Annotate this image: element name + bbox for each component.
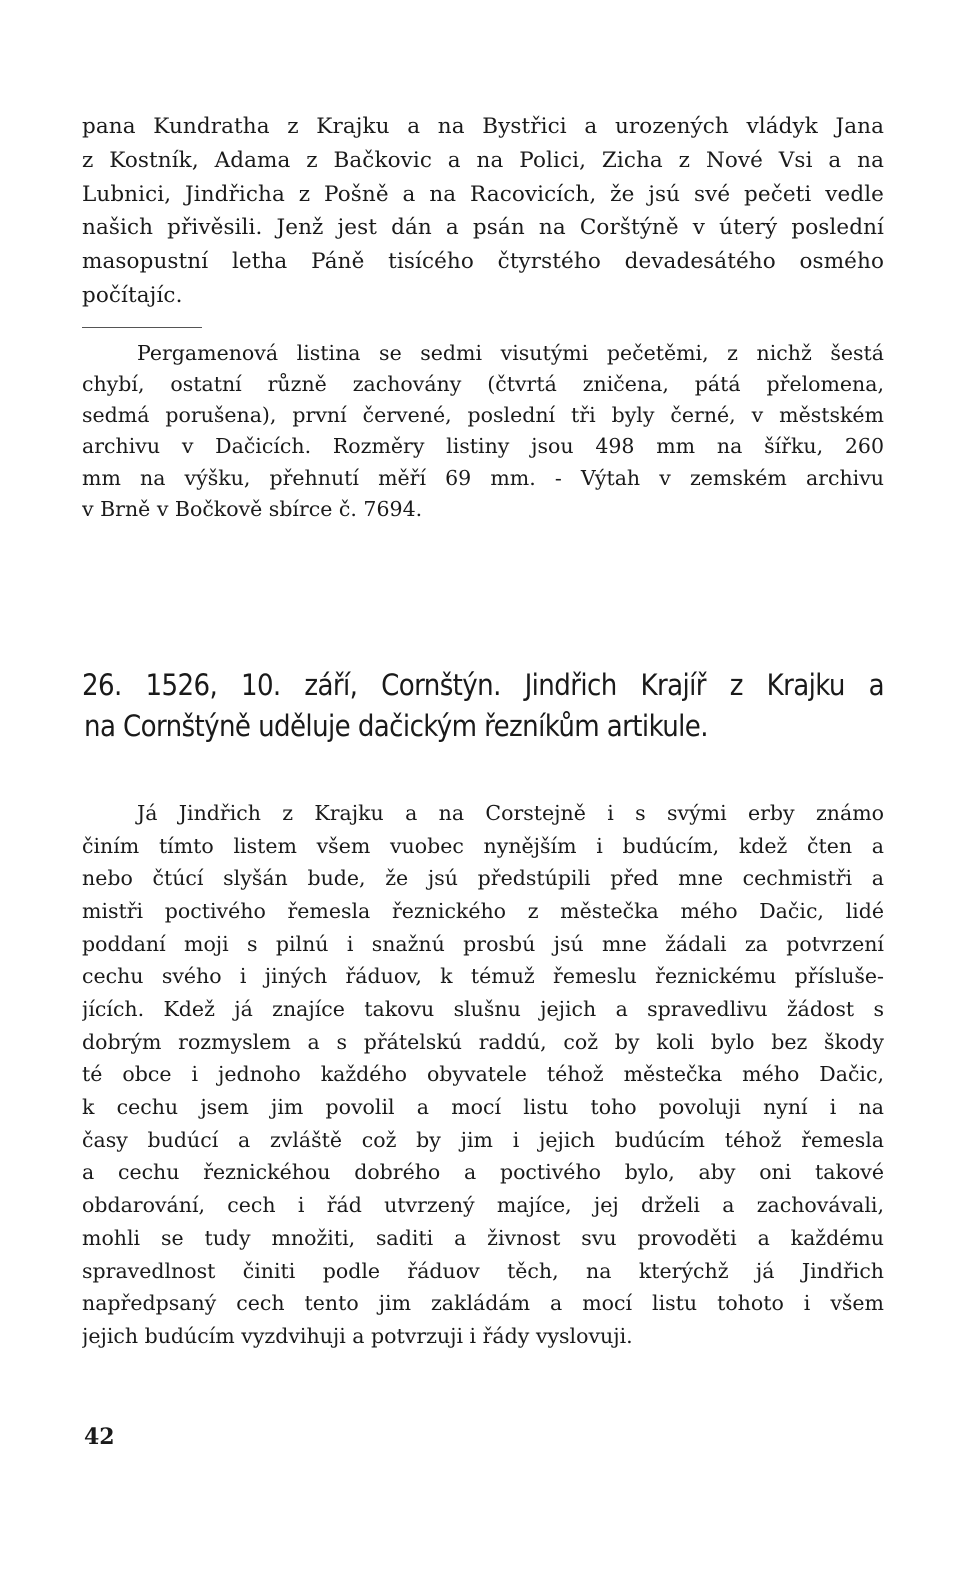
text-line: časy budúcí a zvláště což by jim i jejich budúcím téhož řemesla (82, 1127, 884, 1152)
text-line: obdarování, cech i řád utvrzený majíce, jej drželi a zachovávali, (82, 1193, 884, 1218)
charter-text (82, 797, 884, 1353)
text-line: našich přivěsili. Jenž jest dán a psán na Corštýně v úterý poslední (82, 215, 884, 241)
heading-line: na Cornštýně uděluje dačickým řezníkům artikule. (84, 708, 708, 743)
text-line: jících. Kdež já znajíce takovu slušnu jejich a spravedlivu žádost s (82, 997, 884, 1022)
text-line: spravedlnost činiti podle řáduov těch, na kterýchž já Jindřich (82, 1258, 884, 1283)
text-line: k cechu jsem jim povolil a mocí listu toho povoluji nyní i na (82, 1095, 884, 1120)
text-line: v Brně v Bočkově sbírce č. 7694. (82, 496, 423, 521)
text-line: poddaní moji s pilnú i snažnú prosbú jsú mne žádali za potvrzení (82, 931, 884, 956)
text-line: Já Jindřich z Krajku a na Corstejně i s svými erby známo (137, 800, 884, 825)
text-line: sedmá porušena), první červené, poslední tři byly černé, v městském (82, 403, 884, 428)
text-line: té obce i jednoho každého obyvatele téhož městečka mého Dačic, (82, 1062, 884, 1087)
text-line: mohli se tudy množiti, saditi a živnost svu provoděti a každému (82, 1225, 884, 1250)
text-line: a cechu řeznickéhou dobrého a poctivého bylo, aby oni takové (82, 1160, 884, 1185)
document-heading (82, 665, 884, 747)
text-line: dobrým rozmyslem a s přátelskú raddú, což by koli bylo bez škody (82, 1029, 884, 1054)
text-line: napředpsaný cech tento jim zakládám a mocí listu tohoto i všem (82, 1291, 884, 1316)
text-line: mistři poctivého řemesla řeznického z městečka mého Dačic, lidé (82, 898, 884, 923)
text-line: pana Kundratha z Krajku a na Bystřici a urozených vládyk Jana (82, 114, 884, 139)
text-line: činím tímto listem všem vuobec nynějším i budúcím, kdež čten a (82, 833, 884, 858)
text-line: cechu svého i jiných řáduov, k témuž řemeslu řeznickému přísluše- (82, 964, 884, 989)
page-number: 42 (84, 1424, 115, 1450)
heading-line: 26. 1526, 10. září, Cornštýn. Jindřich Krajíř z Krajku a (82, 667, 884, 702)
text-line: mm na výšku, přehnutí měří 69 mm. - Výtah v zemském archivu (82, 465, 884, 490)
text-line: masopustní letha Páně tisícého čtyrstého devadesátého osmého (82, 249, 884, 275)
text-line: počítajíc. (82, 282, 183, 308)
continuation-paragraph (82, 110, 884, 313)
text-line: archivu v Dačicích. Rozměry listiny jsou 498 mm na šířku, 260 (82, 434, 884, 459)
document-page (82, 110, 884, 1353)
text-line: nebo čtúcí slyšán bude, že jsú předstúpili před mne cechmistři a (82, 866, 884, 891)
text-line: z Kostník, Adama z Bačkovic a na Polici, Zicha z Nové Vsi a na (82, 147, 884, 173)
archival-note (82, 338, 884, 525)
text-line: Lubnici, Jindřicha z Pošně a na Racovicích, že jsú své pečeti vedle (82, 181, 884, 207)
text-line: Pergamenová listina se sedmi visutými pečetěmi, z nichž šestá (137, 340, 884, 365)
separator-rule (82, 327, 202, 328)
text-line: chybí, ostatní různě zachovány (čtvrtá zničena, pátá přelomena, (82, 371, 884, 396)
text-line: jejich budúcím vyzdvihuji a potvrzuji i řády vyslovuji. (82, 1323, 633, 1348)
